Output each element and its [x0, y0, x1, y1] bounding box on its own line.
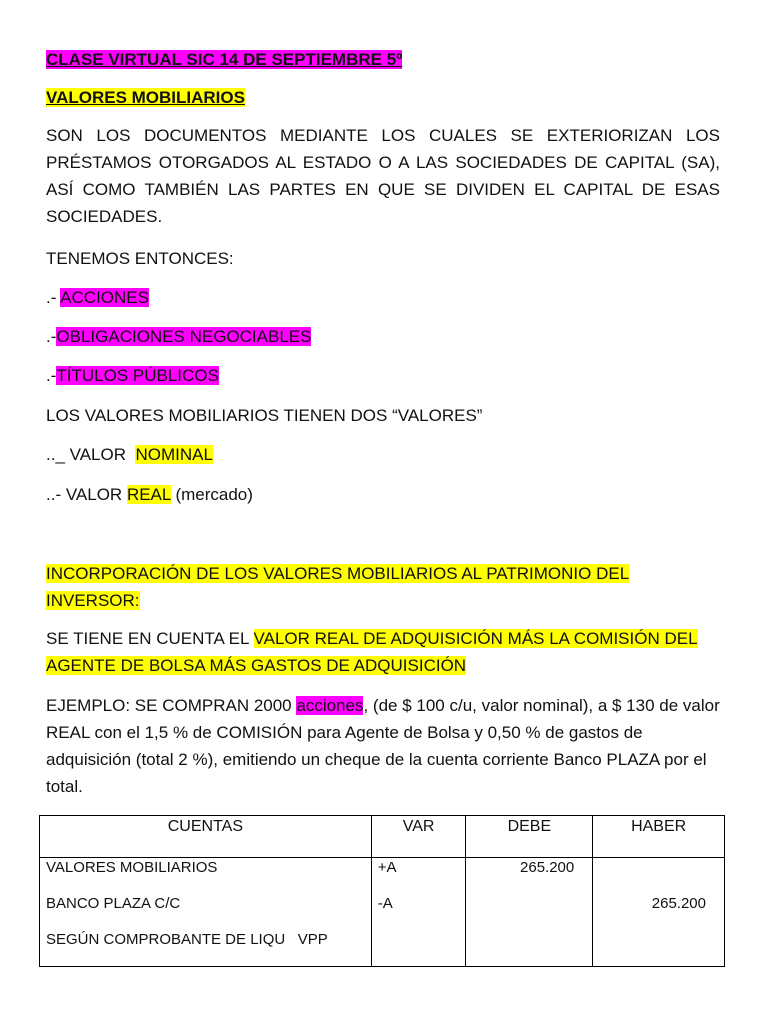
- valor-nominal-line: [46, 441, 213, 468]
- cuentas-cell: [40, 858, 372, 967]
- subtitle-text: VALORES MOBILIARIOS: [46, 88, 245, 107]
- ejemplo-suffix: , (de $ 100 c/u, valor nominal), a $ 130 de valor REAL con el 1,5 % de COMISIÓN para Agente de Bolsa y 0,50 % de gastos de adquisición (total 2 %), emitiendo un cheque de la cuenta corriente Banco PLAZA por el total.: [46, 696, 720, 796]
- dos-valores-line: LOS VALORES MOBILIARIOS TIENEN DOS “VALORES”: [46, 406, 483, 425]
- se-tiene-highlight: VALOR REAL DE ADQUISICIÓN MÁS LA COMISIÓN DEL AGENTE DE BOLSA MÁS GASTOS DE ADQUISICIÓN: [46, 629, 698, 675]
- cuenta-entry: VALORES MOBILIARIOS: [46, 859, 218, 876]
- list-label: OBLIGACIONES NEGOCIABLES: [56, 327, 312, 346]
- list-prefix: .-: [46, 366, 57, 385]
- haber-cell: [593, 858, 725, 967]
- ejemplo-paragraph: [46, 692, 720, 800]
- title-text: CLASE VIRTUAL SIC 14 DE SEPTIEMBRE 5º: [46, 50, 403, 69]
- list-prefix: .-: [46, 327, 57, 346]
- haber-entry: 265.200: [651, 895, 706, 912]
- header-cuentas: CUENTAS: [40, 816, 372, 858]
- var-entry: -A: [377, 895, 393, 912]
- header-haber: HABER: [593, 816, 725, 858]
- list-item: [46, 323, 311, 350]
- tenemos-line: TENEMOS ENTONCES:: [46, 249, 234, 268]
- valor-label: REAL: [126, 485, 171, 504]
- list-item: [46, 284, 149, 311]
- cuenta-entry: BANCO PLAZA C/C: [46, 895, 181, 912]
- debe-cell: [466, 858, 593, 967]
- valor-suffix: (mercado): [170, 485, 253, 504]
- list-item: [46, 362, 219, 389]
- se-tiene-prefix: SE TIENE EN CUENTA EL: [46, 629, 254, 648]
- incorporacion-heading: [46, 560, 720, 614]
- incorporacion-text: INCORPORACIÓN DE LOS VALORES MOBILIARIOS AL PATRIMONIO DEL INVERSOR:: [46, 564, 630, 610]
- ejemplo-highlight: acciones: [296, 696, 364, 715]
- list-label: TÍTULOS PÚBLICOS: [56, 366, 219, 385]
- valor-prefix: ..- VALOR: [46, 485, 127, 504]
- document-title: [46, 46, 402, 73]
- header-debe: DEBE: [466, 816, 593, 858]
- valor-real-line: [46, 481, 253, 508]
- se-tiene-paragraph: [46, 625, 720, 679]
- var-entry: +A: [377, 859, 397, 876]
- list-prefix: .-: [46, 288, 61, 307]
- debe-entry: 265.200: [520, 859, 575, 876]
- valor-prefix: .._ VALOR: [46, 445, 136, 464]
- cuenta-entry: SEGÚN COMPROBANTE DE LIQU VPP: [46, 931, 328, 948]
- accounting-table: [39, 815, 725, 967]
- section-heading: [46, 84, 245, 111]
- list-label: ACCIONES: [60, 288, 149, 307]
- var-cell: [371, 858, 466, 967]
- valor-label: NOMINAL: [135, 445, 213, 464]
- ejemplo-prefix: EJEMPLO: SE COMPRAN 2000: [46, 696, 297, 715]
- intro-paragraph: SON LOS DOCUMENTOS MEDIANTE LOS CUALES SE EXTERIORIZAN LOS PRÉSTAMOS OTORGADOS AL ESTADO O A LAS SOCIEDADES DE CAPITAL (SA), ASÍ COMO TAMBIÉN LAS PARTES EN QUE SE DIVIDEN EL CAPITAL DE ESAS SOCIEDADES.: [46, 126, 720, 226]
- haber-entry: [593, 858, 724, 894]
- table-row: [40, 858, 725, 967]
- table-header-row: [40, 816, 725, 858]
- header-var: VAR: [371, 816, 466, 858]
